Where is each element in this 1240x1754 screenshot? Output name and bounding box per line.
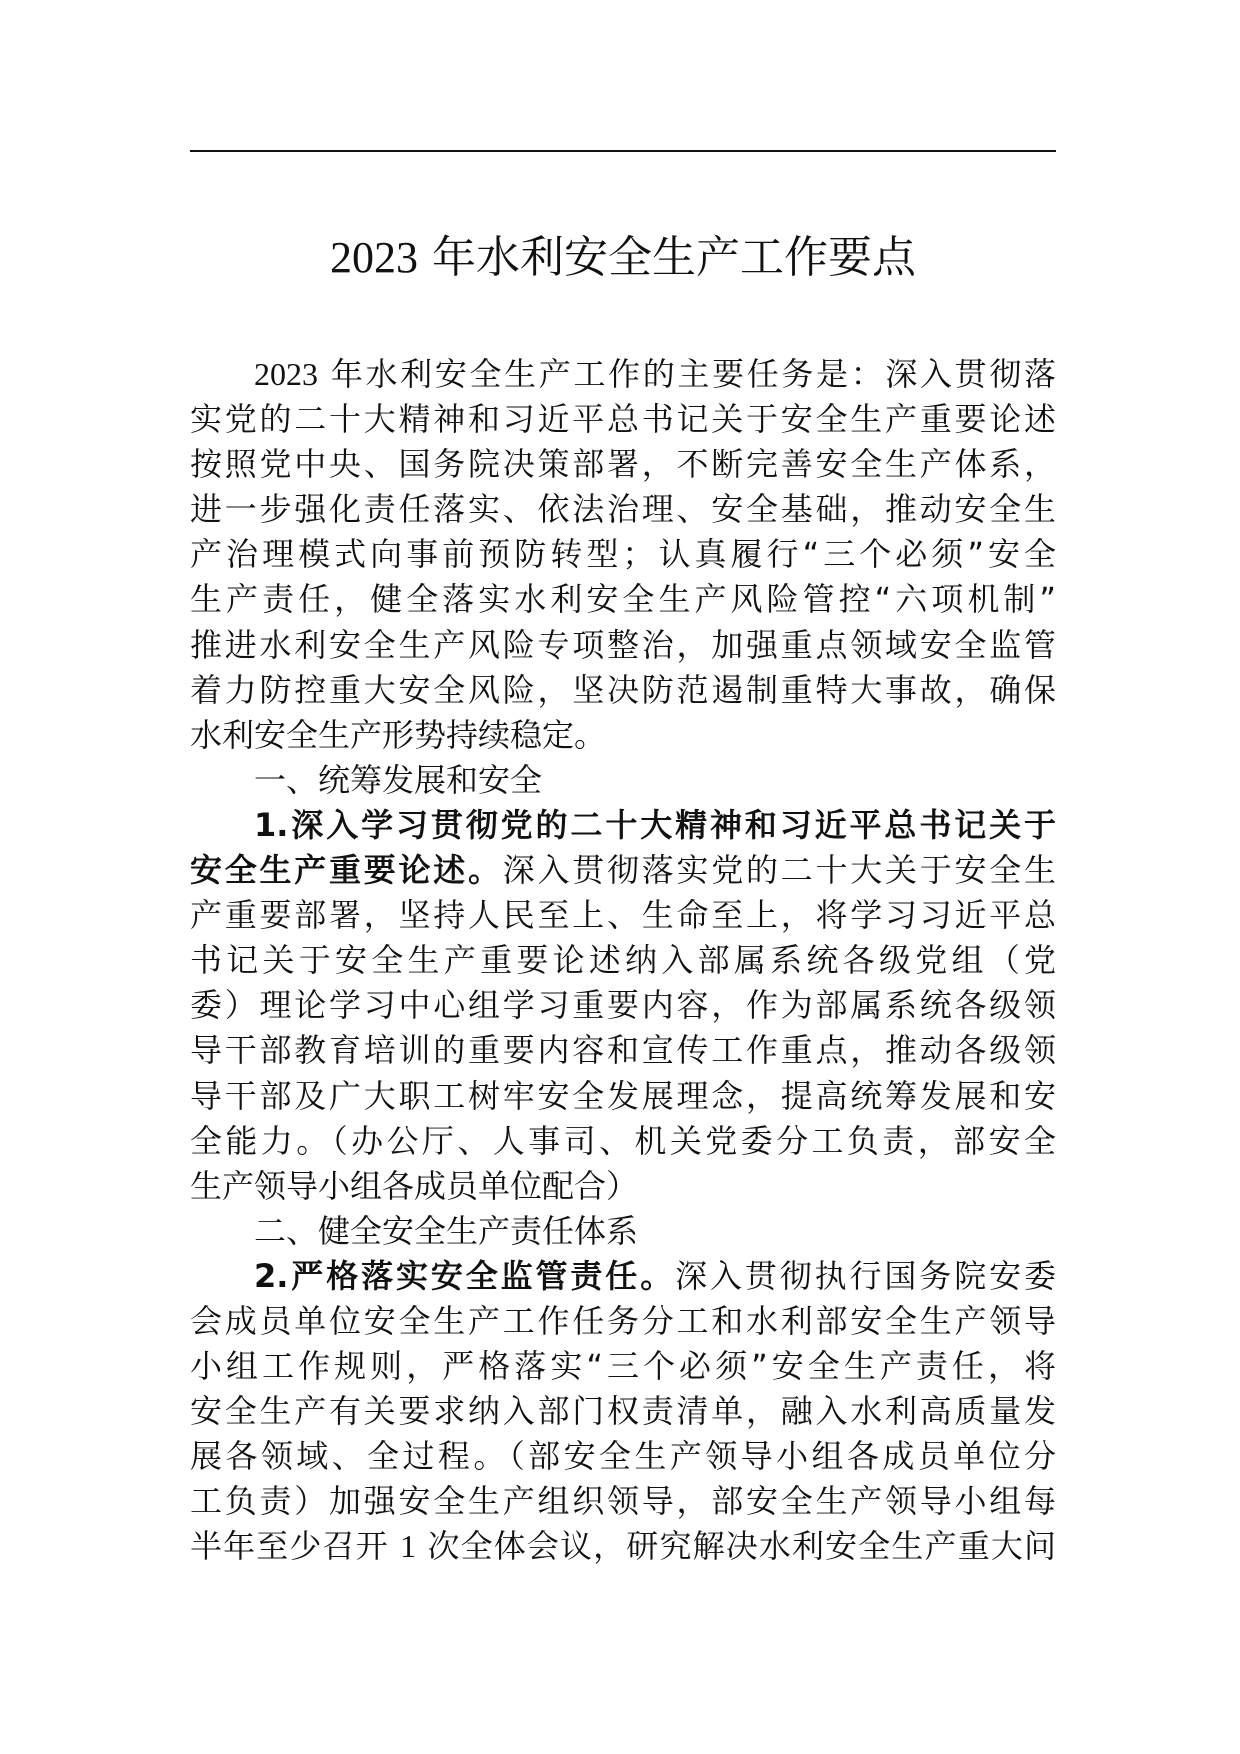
intro-line-3: 按照党中央、国务院决策部署，不断完善安全生产体系， [190,445,1056,484]
item-2-line-4: 安全生产有关要求纳入部门权责清单，融入水利高质量发 [190,1392,1056,1431]
document-title [190,228,1056,288]
item-2-line-1: 2.严格落实安全监管责任。深入贯彻执行国务院安委 [254,1256,1056,1295]
intro-line-6: 生产责任，健全落实水利安全生产风险管控“六项机制” [190,580,1056,619]
title-year: 2023 [330,233,418,282]
title-text: 年水利安全生产工作要点 [432,232,916,283]
item-1-line-2: 安全生产重要论述。深入贯彻落实党的二十大关于安全生 [190,851,1056,890]
item-1-line-3: 产重要部署，坚持人民至上、生命至上，将学习习近平总 [190,896,1056,935]
item-1-line-4: 书记关于安全生产重要论述纳入部属系统各级党组（党 [190,941,1056,980]
item-1-line-9: 生产领导小组各成员单位配合） [190,1166,639,1205]
item-1-line-5: 委）理论学习中心组学习重要内容，作为部属系统各级领 [190,986,1056,1025]
item-2-line-7: 半年至少召开 1 次全体会议，研究解决水利安全生产重大问 [190,1527,1056,1566]
intro-line-8: 着力防控重大安全风险，坚决防范遏制重特大事故，确保 [190,670,1056,709]
item-1-line-8: 全能力。（办公厅、人事司、机关党委分工负责，部安全 [190,1121,1056,1160]
item-2-line-3: 小组工作规则，严格落实“三个必须”安全生产责任，将 [190,1347,1056,1386]
section-1-heading: 一、统筹发展和安全 [254,760,543,799]
item-1-line-7: 导干部及广大职工树牢安全发展理念，提高统筹发展和安 [190,1076,1056,1115]
item-2-line-6: 工负责）加强安全生产组织领导，部安全生产领导小组每 [190,1482,1056,1521]
item-1-title-line-1: 1.深入学习贯彻党的二十大精神和习近平总书记关于 [254,805,1056,844]
item-2-line-5: 展各领域、全过程。（部安全生产领导小组各成员单位分 [190,1437,1056,1476]
item-2-line-2: 会成员单位安全生产工作任务分工和水利部安全生产领导 [190,1301,1056,1340]
intro-line-5: 产治理模式向事前预防转型；认真履行“三个必须”安全 [190,535,1056,574]
item-2-title: 2.严格落实安全监管责任。 [254,1256,676,1295]
header-rule [190,150,1056,152]
intro-line-1: 2023 年水利安全生产工作的主要任务是：深入贯彻落 [254,355,1056,393]
intro-line-7: 推进水利安全生产风险专项整治，加强重点领域安全监管 [190,625,1056,664]
item-1-line-6: 导干部教育培训的重要内容和宣传工作重点，推动各级领 [190,1031,1056,1070]
meeting-count: 1 [400,1528,417,1565]
intro-year: 2023 [254,356,318,392]
intro-line-4: 进一步强化责任落实、依法治理、安全基础，推动安全生 [190,490,1056,529]
section-2-heading: 二、健全安全生产责任体系 [254,1211,639,1250]
intro-line-2: 实党的二十大精神和习近平总书记关于安全生产重要论述 [190,400,1056,439]
item-1-title-line-2: 安全生产重要论述。 [190,851,503,890]
intro-line-9: 水利安全生产形势持续稳定。 [190,715,607,754]
document-body [190,352,1056,1570]
